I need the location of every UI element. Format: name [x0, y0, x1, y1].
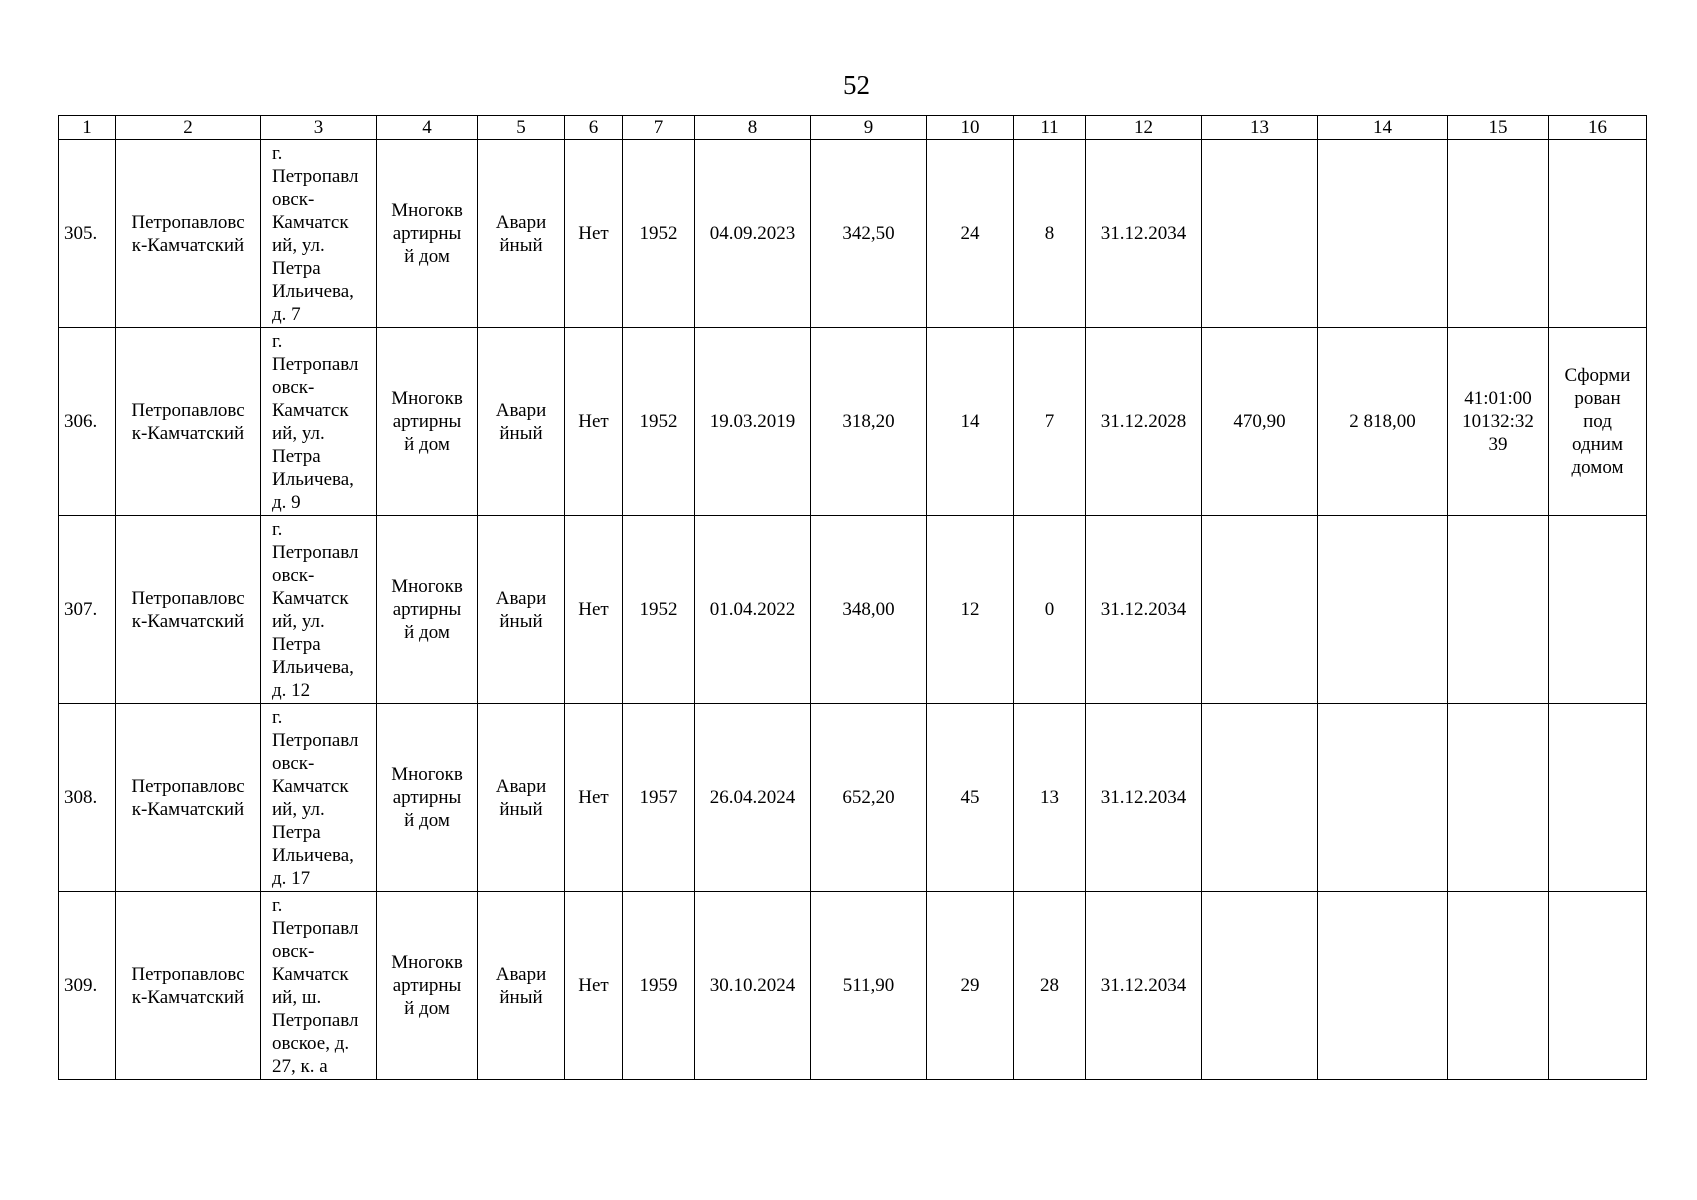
table-row [59, 704, 1647, 892]
deadline-date-cell: 31.12.2034 [1086, 516, 1202, 704]
flag-cell: Нет [565, 140, 623, 328]
units-count-cell: 0 [1014, 516, 1086, 704]
row-number-cell: 308. [59, 704, 116, 892]
residents-count-cell: 12 [927, 516, 1014, 704]
row-number-cell: 305. [59, 140, 116, 328]
row-number-cell: 309. [59, 892, 116, 1080]
residents-count-cell: 14 [927, 328, 1014, 516]
deadline-date-cell: 31.12.2034 [1086, 892, 1202, 1080]
column-number-header-row [59, 116, 1647, 140]
area-cell: 652,20 [811, 704, 927, 892]
municipality-cell: Петропавловс к-Камчатский [116, 704, 261, 892]
condition-status-cell: Авари йный [478, 328, 565, 516]
area-cell: 348,00 [811, 516, 927, 704]
table-row [59, 516, 1647, 704]
recognition-date-cell: 26.04.2024 [695, 704, 811, 892]
column-header: 13 [1202, 116, 1318, 140]
column-13-cell [1202, 140, 1318, 328]
note-cell [1549, 140, 1647, 328]
units-count-cell: 13 [1014, 704, 1086, 892]
recognition-date-cell: 01.04.2022 [695, 516, 811, 704]
address-cell: г. Петропавл овск- Камчатск ий, ул. Петра Ильичева, д. 17 [261, 704, 377, 892]
build-year-cell: 1957 [623, 704, 695, 892]
condition-status-cell: Авари йный [478, 140, 565, 328]
build-year-cell: 1952 [623, 140, 695, 328]
area-cell: 318,20 [811, 328, 927, 516]
column-14-cell [1318, 140, 1448, 328]
column-14-cell [1318, 516, 1448, 704]
column-14-cell [1318, 892, 1448, 1080]
note-cell [1549, 704, 1647, 892]
address-cell: г. Петропавл овск- Камчатск ий, ул. Петра Ильичева, д. 9 [261, 328, 377, 516]
municipality-cell: Петропавловс к-Камчатский [116, 140, 261, 328]
column-14-cell: 2 818,00 [1318, 328, 1448, 516]
units-count-cell: 7 [1014, 328, 1086, 516]
address-cell: г. Петропавл овск- Камчатск ий, ул. Петра Ильичева, д. 12 [261, 516, 377, 704]
residents-count-cell: 24 [927, 140, 1014, 328]
column-13-cell: 470,90 [1202, 328, 1318, 516]
deadline-date-cell: 31.12.2034 [1086, 704, 1202, 892]
table-row [59, 328, 1647, 516]
deadline-date-cell: 31.12.2034 [1086, 140, 1202, 328]
recognition-date-cell: 19.03.2019 [695, 328, 811, 516]
column-header: 3 [261, 116, 377, 140]
column-header: 5 [478, 116, 565, 140]
build-year-cell: 1952 [623, 328, 695, 516]
cadastral-number-cell [1448, 140, 1549, 328]
column-header: 8 [695, 116, 811, 140]
building-type-cell: Многокв артирны й дом [377, 892, 478, 1080]
table-row [59, 892, 1647, 1080]
condition-status-cell: Авари йный [478, 892, 565, 1080]
residents-count-cell: 29 [927, 892, 1014, 1080]
column-header: 15 [1448, 116, 1549, 140]
column-header: 10 [927, 116, 1014, 140]
column-header: 9 [811, 116, 927, 140]
deadline-date-cell: 31.12.2028 [1086, 328, 1202, 516]
column-13-cell [1202, 704, 1318, 892]
recognition-date-cell: 04.09.2023 [695, 140, 811, 328]
column-14-cell [1318, 704, 1448, 892]
cadastral-number-cell [1448, 516, 1549, 704]
note-cell [1549, 892, 1647, 1080]
area-cell: 342,50 [811, 140, 927, 328]
column-header: 4 [377, 116, 478, 140]
building-type-cell: Многокв артирны й дом [377, 328, 478, 516]
build-year-cell: 1952 [623, 516, 695, 704]
column-header: 6 [565, 116, 623, 140]
building-type-cell: Многокв артирны й дом [377, 140, 478, 328]
address-cell: г. Петропавл овск- Камчатск ий, ул. Петра Ильичева, д. 7 [261, 140, 377, 328]
flag-cell: Нет [565, 328, 623, 516]
column-header: 16 [1549, 116, 1647, 140]
note-cell: Сформи рован под одним домом [1549, 328, 1647, 516]
build-year-cell: 1959 [623, 892, 695, 1080]
flag-cell: Нет [565, 516, 623, 704]
municipality-cell: Петропавловс к-Камчатский [116, 892, 261, 1080]
municipality-cell: Петропавловс к-Камчатский [116, 516, 261, 704]
column-header: 12 [1086, 116, 1202, 140]
page-number: 52 [843, 70, 870, 100]
building-type-cell: Многокв артирны й дом [377, 704, 478, 892]
condition-status-cell: Авари йный [478, 704, 565, 892]
note-cell [1549, 516, 1647, 704]
column-header: 1 [59, 116, 116, 140]
recognition-date-cell: 30.10.2024 [695, 892, 811, 1080]
residents-count-cell: 45 [927, 704, 1014, 892]
column-header: 2 [116, 116, 261, 140]
column-header: 14 [1318, 116, 1448, 140]
building-type-cell: Многокв артирны й дом [377, 516, 478, 704]
address-cell: г. Петропавл овск- Камчатск ий, ш. Петропавл овское, д. 27, к. а [261, 892, 377, 1080]
table-row [59, 140, 1647, 328]
column-13-cell [1202, 892, 1318, 1080]
flag-cell: Нет [565, 704, 623, 892]
column-13-cell [1202, 516, 1318, 704]
units-count-cell: 8 [1014, 140, 1086, 328]
condition-status-cell: Авари йный [478, 516, 565, 704]
row-number-cell: 306. [59, 328, 116, 516]
municipality-cell: Петропавловс к-Камчатский [116, 328, 261, 516]
area-cell: 511,90 [811, 892, 927, 1080]
column-header: 11 [1014, 116, 1086, 140]
housing-registry-table [58, 115, 1647, 1080]
cadastral-number-cell [1448, 704, 1549, 892]
row-number-cell: 307. [59, 516, 116, 704]
column-header: 7 [623, 116, 695, 140]
units-count-cell: 28 [1014, 892, 1086, 1080]
cadastral-number-cell: 41:01:00 10132:32 39 [1448, 328, 1549, 516]
flag-cell: Нет [565, 892, 623, 1080]
cadastral-number-cell [1448, 892, 1549, 1080]
